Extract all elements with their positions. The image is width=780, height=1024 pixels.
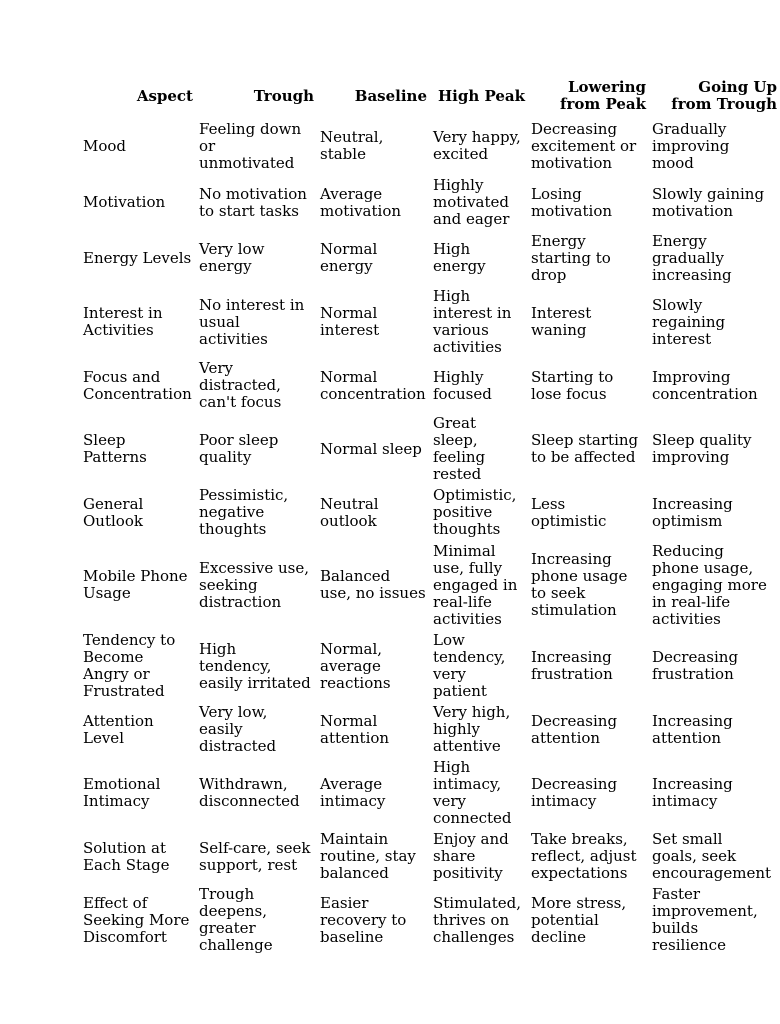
table-row bbox=[80, 117, 780, 175]
lowering-cell: Energy starting to drop bbox=[531, 231, 611, 284]
table-row bbox=[80, 286, 780, 358]
lowering-cell: Take breaks, reflect, adjust expectations bbox=[531, 830, 637, 882]
trough-cell: Very low energy bbox=[199, 240, 265, 275]
header-trough: Trough bbox=[253, 86, 314, 105]
trough-cell: Very low, easily distracted bbox=[199, 703, 277, 755]
aspect-cell: Energy Levels bbox=[83, 248, 192, 267]
header-high-peak: High Peak bbox=[437, 86, 525, 105]
going-up-cell: Increasing intimacy bbox=[652, 775, 733, 810]
header-going-up-from-trough: Going Up from Trough bbox=[671, 78, 777, 113]
going-up-cell: Increasing optimism bbox=[652, 494, 733, 530]
high-peak-cell: Low tendency, very patient bbox=[433, 631, 506, 700]
high-peak-cell: Stimulated, thrives on challenges bbox=[433, 893, 522, 946]
trough-cell: No motivation to start tasks bbox=[199, 184, 307, 220]
going-up-cell: Reducing phone usage, engaging more in real-life activities bbox=[652, 541, 767, 628]
table-row bbox=[80, 485, 780, 540]
trough-cell: High tendency, easily irritated bbox=[199, 639, 311, 692]
trough-cell: Poor sleep quality bbox=[199, 431, 279, 466]
baseline-cell: Balanced use, no issues bbox=[320, 567, 426, 602]
baseline-cell: Normal energy bbox=[320, 240, 378, 275]
trough-cell: Self-care, seek support, rest bbox=[199, 838, 311, 874]
high-peak-cell: Very happy, excited bbox=[433, 128, 521, 163]
baseline-cell: Neutral, stable bbox=[320, 128, 384, 163]
baseline-cell: Normal interest bbox=[320, 304, 380, 339]
table-row bbox=[80, 884, 780, 956]
baseline-cell: Neutral outlook bbox=[320, 494, 379, 530]
lowering-cell: Decreasing intimacy bbox=[531, 775, 618, 810]
high-peak-cell: Minimal use, fully engaged in real-life activities bbox=[433, 541, 518, 628]
trough-cell: Very distracted, can't focus bbox=[199, 359, 282, 411]
trough-cell: Feeling down or unmotivated bbox=[199, 119, 302, 172]
lowering-cell: Less optimistic bbox=[531, 494, 607, 530]
high-peak-cell: High energy bbox=[433, 240, 486, 275]
going-up-cell: Energy gradually increasing bbox=[652, 231, 732, 284]
aspect-cell: Solution at Each Stage bbox=[83, 838, 170, 874]
baseline-cell: Normal sleep bbox=[320, 439, 422, 458]
aspect-cell: Attention Level bbox=[83, 711, 154, 747]
lowering-cell: Increasing frustration bbox=[531, 648, 613, 683]
table-body bbox=[80, 117, 780, 956]
going-up-cell: Slowly regaining interest bbox=[652, 295, 726, 348]
aspect-cell: Effect of Seeking More Discomfort bbox=[83, 893, 190, 946]
lowering-cell: Decreasing excitement or motivation bbox=[531, 119, 637, 172]
comparison-table bbox=[80, 77, 780, 956]
lowering-cell: Decreasing attention bbox=[531, 711, 618, 747]
table-row bbox=[80, 702, 780, 757]
lowering-cell: Starting to lose focus bbox=[531, 367, 614, 403]
aspect-cell: Mood bbox=[83, 136, 127, 155]
trough-cell: No interest in usual activities bbox=[199, 295, 305, 348]
going-up-cell: Improving concentration bbox=[652, 367, 758, 403]
baseline-cell: Maintain routine, stay balanced bbox=[320, 830, 416, 882]
trough-cell: Excessive use, seeking distraction bbox=[199, 558, 310, 611]
table-row bbox=[80, 630, 780, 702]
high-peak-cell: Great sleep, feeling rested bbox=[433, 414, 486, 483]
aspect-cell: Focus and Concentration bbox=[83, 367, 192, 403]
lowering-cell: More stress, potential decline bbox=[531, 893, 627, 946]
high-peak-cell: Very high, highly attentive bbox=[433, 703, 511, 755]
going-up-cell: Faster improvement, builds resilience bbox=[652, 885, 758, 954]
aspect-cell: Mobile Phone Usage bbox=[83, 567, 188, 602]
baseline-cell: Normal attention bbox=[320, 711, 390, 747]
baseline-cell: Normal concentration bbox=[320, 367, 426, 403]
table-row bbox=[80, 230, 780, 286]
header-aspect: Aspect bbox=[136, 86, 193, 105]
baseline-cell: Average motivation bbox=[320, 184, 402, 220]
high-peak-cell: High intimacy, very connected bbox=[433, 758, 512, 827]
lowering-cell: Increasing phone usage to seek stimulation bbox=[531, 550, 628, 619]
aspect-cell: General Outlook bbox=[83, 494, 144, 530]
header-lowering-from-peak: Lowering from Peak bbox=[560, 78, 646, 113]
table-row bbox=[80, 540, 780, 630]
going-up-cell: Increasing attention bbox=[652, 711, 733, 747]
trough-cell: Trough deepens, greater challenge bbox=[199, 885, 273, 954]
table-row bbox=[80, 175, 780, 230]
high-peak-cell: Optimistic, positive thoughts bbox=[433, 486, 517, 538]
trough-cell: Withdrawn, disconnected bbox=[199, 775, 300, 810]
aspect-cell: Sleep Patterns bbox=[83, 431, 147, 466]
table-header-row bbox=[80, 77, 780, 117]
aspect-cell: Interest in Activities bbox=[83, 304, 163, 339]
table-row bbox=[80, 829, 780, 884]
high-peak-cell: Highly focused bbox=[433, 367, 492, 403]
high-peak-cell: Highly motivated and eager bbox=[433, 176, 510, 228]
table-row bbox=[80, 757, 780, 829]
going-up-cell: Set small goals, seek encouragement bbox=[652, 830, 772, 882]
going-up-cell: Slowly gaining motivation bbox=[652, 184, 765, 220]
table-row bbox=[80, 413, 780, 485]
lowering-cell: Losing motivation bbox=[531, 184, 613, 220]
lowering-cell: Interest waning bbox=[531, 304, 592, 339]
baseline-cell: Normal, average reactions bbox=[320, 639, 391, 692]
going-up-cell: Decreasing frustration bbox=[652, 648, 739, 683]
lowering-cell: Sleep starting to be affected bbox=[531, 431, 639, 466]
aspect-cell: Motivation bbox=[83, 193, 166, 211]
high-peak-cell: High interest in various activities bbox=[433, 287, 512, 356]
baseline-cell: Average intimacy bbox=[320, 775, 386, 810]
trough-cell: Pessimistic, negative thoughts bbox=[199, 486, 289, 538]
header-baseline: Baseline bbox=[354, 86, 427, 105]
aspect-cell: Tendency to Become Angry or Frustrated bbox=[83, 631, 176, 700]
high-peak-cell: Enjoy and share positivity bbox=[433, 830, 509, 882]
aspect-cell: Emotional Intimacy bbox=[83, 775, 161, 810]
going-up-cell: Sleep quality improving bbox=[652, 431, 752, 466]
baseline-cell: Easier recovery to baseline bbox=[320, 893, 407, 946]
going-up-cell: Gradually improving mood bbox=[652, 119, 730, 172]
table-row bbox=[80, 358, 780, 413]
